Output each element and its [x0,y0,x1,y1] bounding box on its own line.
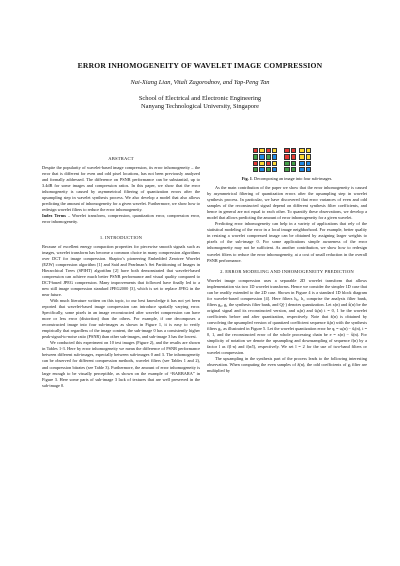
index-terms-text: – Wavelet transform, compression, quantization error, compression error, error inhomogeneity. [42,213,200,225]
right-column [207,185,367,374]
figure-1 [253,148,323,174]
sub-image-grid-b [299,148,311,172]
pixel-cell [259,148,264,153]
pixel-cell [259,167,264,172]
left-column [42,156,200,389]
intro-heading: 1. INTRODUCTION [99,234,143,240]
intro-paragraph-2: With much literature written on this topic, to our best knowledge it has not yet been reported that wavelet-based image compression can introduce spatially varying error. Specifically, some pixels in an image reconstructed after wavelet compression can have more or less error (distortion) than the others. For example, if one decomposes a reconstructed image into four sub-images as shown in Figure 1, it is easy to verify empirically that regardless of the image content, the sub-image 0 has a consistently higher peak-signal-to-noise ratio (PSNR) than other sub-images, and sub-image 3 has the lowest. [42,297,200,340]
applications-paragraph: Predicting error inhomogeneity can help in a variety of applications that rely of the statistical modeling of the error in a local image neighborhood. For example, better quality in resizing a wavelet compressed image can be obtained by assigning larger weights to pixels of the sub-image 0. For some applications simple awareness of the error inhomogeneity may not be sufficient. As another contribution, we show how to redesign wavelet filters to reduce the error inhomogeneity, at a cost of small reduction in the overall PSNR performance. [207,221,367,263]
pixel-cell [266,154,271,159]
intro-paragraph-3: We conducted this experiment on 10 test images (Figure 2), and the results are shown in Tables 1-3. Here by error inhomogeneity we mean the difference of PSNR performance between different sub-images, especially between sub-images 0 and 3. The inhomogeneity can be observed for different compression methods, wavelet filters (see Tables 1 and 2), and compression bitrates (see Table 3). Furthermore, the amount of error inhomogeneity is large enough to be visually perceptible, as shown on the example of “BARBARA” in Figure 3. Here some parts of sub-image 3 lack of textures that are well preserved in the sub-image 0. [42,340,200,388]
pixel-cell [272,148,277,153]
sub-image-cell [291,161,297,166]
sub-image-cell [291,148,297,153]
figure-1-label: Fig. 1 [241,176,252,181]
sub-image-cell [299,167,305,172]
section-2-heading: 2. ERROR MODELING AND INHOMOGENEITY PREDICTION [220,268,354,274]
intro-paragraph-1: Because of excellent energy compaction properties for piecewise smooth signals such as images, wavelet transform has become a common choice in many compression algorithms over DCT for image compression. Shapiro’s pioneering Embedded Zerotree Wavelet (EZW) compression algorithm [1] and Said and Pearlman’s Set Partitioning of Images in Hierarchical Trees (SPIHT) algorithm [2] have both demonstrated that wavelet-based compression can achieve much better PSNR performance and visual quality compared to DCT-based JPEG compression. Many improvements that followed have finally led to a new still image compression standard JPEG2000 [3], which is set to replace JPEG in the near future. [42,243,200,297]
pixel-cell [259,154,264,159]
pixel-cell [259,161,264,166]
contribution-paragraph: As the main contribution of the paper we show that the error inhomogeneity is caused by asymmetrical filtering of quantization errors after the upsampling step in wavelet synthesis process. In particular, we have discovered that error variances of even and odd samples of the reconstructed signal depend on different synthesis filter coefficients, and hence in general are not equal to each other. To quantify these observations, we develop a model that allows predicting the amount of error inhomogeneity for a given wavelet. [207,185,367,221]
pixel-cell [253,167,258,172]
sub-image-cell [306,161,312,166]
sub-image-cell [284,148,290,153]
paper-authors: Nai-Xiang Lian, Vitali Zagorodnov, and Yap-Peng Tan [130,79,270,86]
figure-1-caption [207,176,367,181]
pixel-cell [253,161,258,166]
index-terms [42,213,200,225]
affiliation-university: Nanyang Technological University, Singapore [141,103,259,110]
pixel-cell [266,167,271,172]
figure-1-caption-text: . Decomposing an image into four sub-images. [251,176,333,181]
sub-image-cell [306,154,312,159]
sub-image-cell [291,154,297,159]
pixel-cell [272,167,277,172]
pixel-cell [266,148,271,153]
pixel-cell [266,161,271,166]
sub-image-grid-a [284,148,296,172]
pixel-cell [253,148,258,153]
sub-image-cell [306,167,312,172]
sub-image-cell [284,154,290,159]
image-grid [253,148,277,172]
abstract-text: Despite the popularity of wavelet-based image compression, its error inhomogeneity – the error that is different for even and odd pixel locations, has not been previously analyzed and formally addressed. The difference on PSNR performance can be substantial, up to 3.4dB for some images and compression ratios. In this paper, we show that the error inhomogeneity is caused by asymmetrical filtering of quantization errors after the upsampling step in wavelet synthesis process. We also develop a model that also allows predicting the amount of inhomogeneity for a given wavelet. Furthermore, we show how to redesign wavelet filters to reduce the error inhomogeneity. [42,165,200,213]
section-2-paragraph-1: Wavelet image compression uses a separable 2D wavelet transform that allows implementation via two 1D wavelet transforms. Hence we consider the simpler 1D case that can be readily extended to the 2D case. Shown in Figure 4 is a standard 1D block diagram for wavelet-based compression [4]. Here filters h₀, h₁ comprise the analysis filter bank, filters g₀, g₁ the synthesis filter bank, and Q(·) denotes quantization. Let x(n) and x̂(n) be the original signal and its reconstructed version, and uᵢ(n) and ûᵢ(n) i = 0, 1 be the wavelet coefficients before and after quantization, respectively. Note that ẑ(n) is obtained by convolving the upsampled version of quantized coefficient sequence ûᵢ(n) with the synthesis filters gᵢ, as illustrated in Figure 5. Let the wavelet quantization error be qᵢ = uᵢ(n) − ûᵢ(n), i = 0, 1, and the reconstructed error of the whole processing chain be e = x(n) − x̂(n). For simplicity of notation we denote the upsampling and downsampling of sequence f(n) by a factor l as f(l·n) and f(n/l), respectively. We set l = 2 for the use of two-band filters or wavelet compression. [207,277,367,356]
pixel-cell [272,161,277,166]
abstract-heading: ABSTRACT [108,156,134,161]
sub-image-cell [291,167,297,172]
sub-image-cell [306,148,312,153]
paper-title: ERROR INHOMOGENEITY OF WAVELET IMAGE COMPRESSION [77,61,323,70]
pixel-cell [253,154,258,159]
sub-image-cell [299,161,305,166]
sub-image-cell [299,148,305,153]
sub-image-cell [299,154,305,159]
affiliation-school: School of Electrical and Electronic Engineering [138,95,262,102]
index-terms-label: Index Terms [42,213,66,219]
pixel-cell [272,154,277,159]
section-2-paragraph-2: The upsampling in the synthesis part of the process leads to the following interesting observation. When computing the even samples of ẑ(n), the odd coefficients of gᵢ filter are multiplied by [207,356,367,374]
sub-image-cell [284,161,290,166]
sub-image-cell [284,167,290,172]
